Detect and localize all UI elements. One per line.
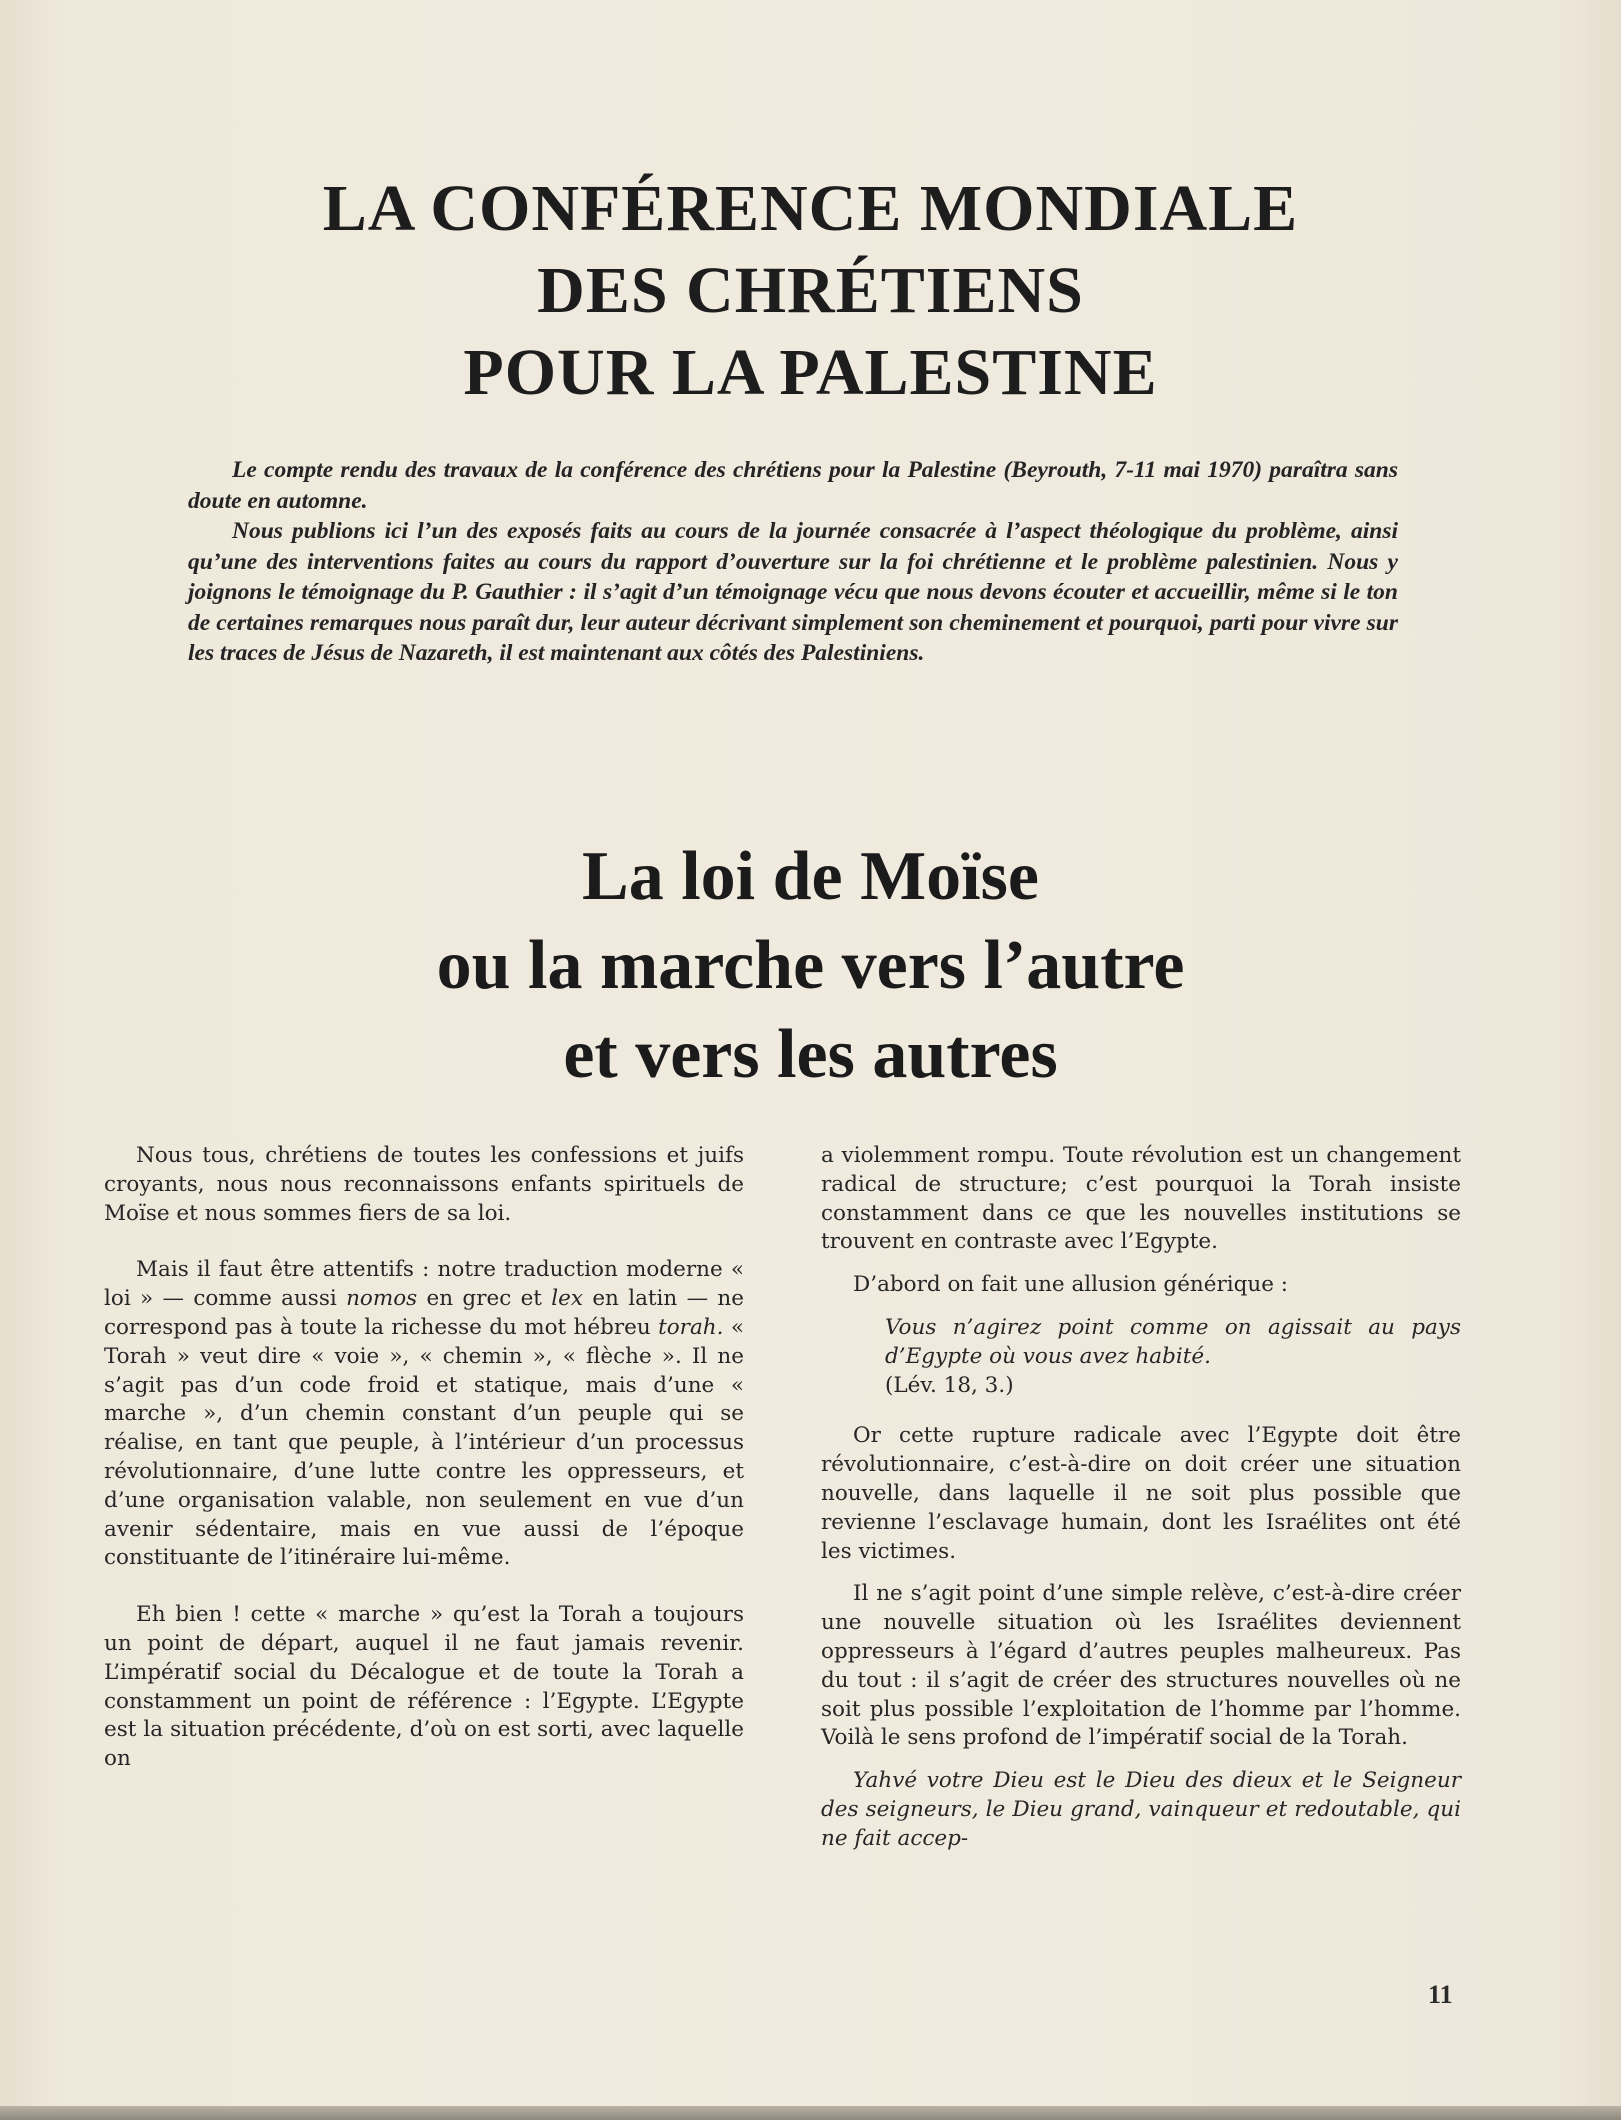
word-lex: lex xyxy=(551,1286,583,1312)
word-nomos: nomos xyxy=(346,1286,418,1312)
word-torah: torah. xyxy=(658,1314,724,1340)
left-paragraph-2-text-b: en grec et xyxy=(417,1286,552,1312)
right-paragraph-3: Or cette rupture radicale avec l’Egypte doit être révolutionnaire, c’est-à-dire on doit créer une situation nouvelle, dans laquelle il ne soit plus possible que revienne l’esclavage humain, dont les Israélites ont été les victimes. xyxy=(821,1423,1461,1564)
headline-line-1: LA CONFÉRENCE MONDIALE xyxy=(322,172,1299,245)
left-paragraph-2-text-c: en latin — ne correspond pas à toute la richesse du mot hébreu xyxy=(104,1286,744,1340)
right-paragraph-4: Il ne s’agit point d’une simple relève, c’est-à-dire créer une nouvelle situation où les Israélites deviennent oppresseurs à l’égard d’autres peuples malheureux. Pas du tout : il s’agit de créer des structures nouvelles où ne soit plus possible l’exploitation de l’homme par l’homme. Voilà le sens profond de l’impératif social de la Torah. xyxy=(821,1581,1461,1751)
right-paragraph-1: a violemment rompu. Toute révolution est un changement radical de structure; c’est pourquoi la Torah insiste constamment dans ce que les nouvelles institutions se trouvent en contraste avec l’Egypte. xyxy=(821,1143,1461,1255)
scripture-quote-1-text: Vous n’agirez point comme on agissait au pays d’Egypte où vous avez habité. xyxy=(885,1314,1461,1369)
page-number: 11 xyxy=(1428,1980,1453,2009)
left-paragraph-3: Eh bien ! cette « marche » qu’est la Torah a toujours un point de départ, auquel il ne faut jamais revenir. L’impératif social du Décalogue et de toute la Torah a constamment un point de référence : l’Egypte. L’Egypte est la situation précédente, d’où on est sorti, avec laquelle on xyxy=(104,1602,744,1772)
headline xyxy=(0,168,1621,414)
article-title-line-1: La loi de Moïse xyxy=(582,838,1039,915)
intro-paragraph-2: Nous publions ici l’un des exposés faits au cours de la journée consacrée à l’aspect théologique du problème, ainsi qu’une des interventions faites au cours du rapport d’ouverture sur la foi chrétienne et le problème palestinien. Nous y joignons le témoignage du P. Gauthier : il s’agit d’un témoignage vécu que nous devons écouter et accueillir, même si le ton de certaines remarques nous paraît dur, leur auteur décrivant simplement son cheminement et pourquoi, parti pour vivre sur les traces de Jésus de Nazareth, il est maintenant aux côtés des Palestiniens. xyxy=(188,518,1398,666)
left-paragraph-2-text-d: « Torah » veut dire « voie », « chemin », « flèche ». Il ne s’agit pas d’un code froid et statique, mais d’une « marche », d’un chemin constant d’un peuple qui se réalise, en tant que peuple, à l’intérieur d’un processus révolutionnaire, d’une lutte contre les oppresseurs, et d’une organisation valable, non seulement en vue d’un avenir sédentaire, mais en vue aussi de l’époque constituante de l’itinéraire lui-même. xyxy=(104,1314,744,1571)
scripture-quote-1-reference: (Lév. 18, 3.) xyxy=(885,1372,1014,1398)
left-column xyxy=(104,1142,744,1802)
intro-paragraph-1: Le compte rendu des travaux de la conférence des chrétiens pour la Palestine (Beyrouth, 7-11 mai 1970) paraîtra sans doute en automne. xyxy=(188,457,1398,514)
left-paragraph-1: Nous tous, chrétiens de toutes les confessions et juifs croyants, nous nous reconnaissons enfants spirituels de Moïse et nous sommes fiers de sa loi. xyxy=(104,1143,744,1226)
article-title-line-3: et vers les autres xyxy=(563,1016,1058,1093)
headline-line-2: DES CHRÉTIENS xyxy=(537,254,1084,327)
left-paragraph-2-text-a: Mais il faut être attentifs : notre traduction moderne « loi » — comme aussi xyxy=(104,1257,744,1312)
page-bottom-edge xyxy=(0,2106,1621,2120)
scripture-quote-1 xyxy=(885,1314,1461,1400)
article-title-line-2: ou la marche vers l’autre xyxy=(436,927,1185,1004)
left-paragraph-2 xyxy=(104,1256,744,1573)
article-title xyxy=(0,832,1621,1099)
right-column xyxy=(821,1142,1461,1854)
intro-editorial-note xyxy=(188,455,1398,669)
right-paragraph-2: D’abord on fait une allusion générique : xyxy=(853,1272,1289,1298)
headline-line-3: POUR LA PALESTINE xyxy=(463,336,1158,409)
scripture-quote-2: Yahvé votre Dieu est le Dieu des dieux et le Seigneur des seigneurs, le Dieu grand, vainqueur et redoutable, qui ne fait accep- xyxy=(821,1768,1461,1851)
